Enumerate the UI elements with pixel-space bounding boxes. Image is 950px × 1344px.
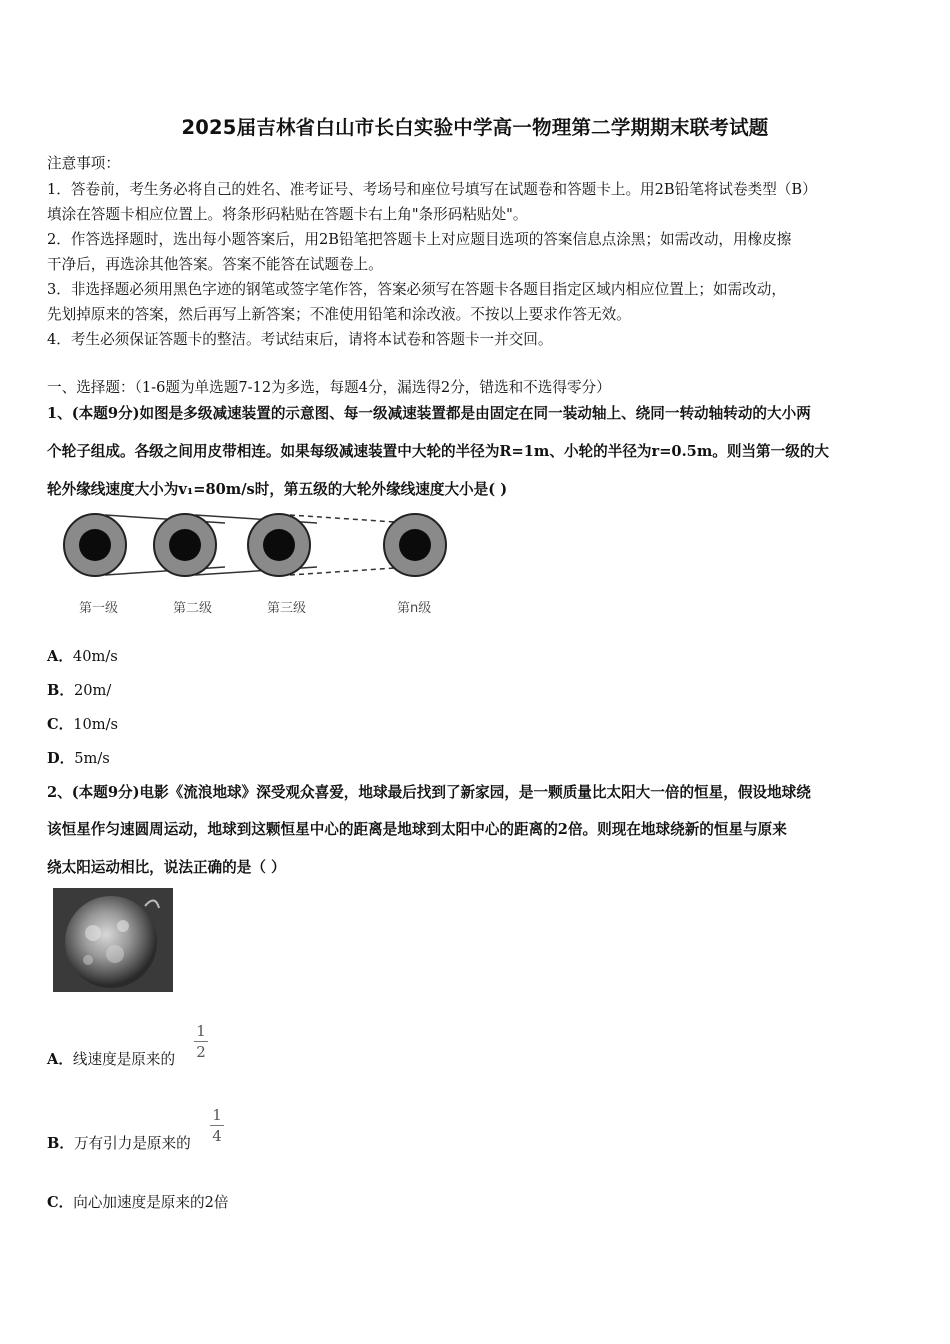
figure-label: 第n级 [397, 601, 432, 616]
question-1-line: 1、(本题9分)如图是多级减速装置的示意图、每一级减速装置都是由固定在同一装动轴上、绕同一转动轴转动的大小两 [47, 405, 811, 422]
figure-label: 第二级 [173, 601, 213, 616]
figure-label: 第三级 [267, 601, 307, 616]
question-1-option-b[interactable]: B．20m/ [47, 682, 112, 699]
notice-line: 干净后，再选涂其他答案。答案不能答在试题卷上。 [47, 256, 383, 273]
star-photo [53, 888, 173, 992]
question-1-line: 个轮子组成。各级之间用皮带相连。如果每级减速装置中大轮的半径为R=1m、小轮的半径为r=0.5m。则当第一级的大 [47, 443, 830, 460]
question-2-option-a[interactable]: A．线速度是原来的 [47, 1051, 176, 1068]
wheel-stage-1 [64, 514, 126, 576]
question-2-option-b[interactable]: B．万有引力是原来的 [47, 1135, 191, 1152]
notice-line: 3．非选择题必须用黑色字迹的钢笔或签字笔作答，答案必须写在答题卡各题目指定区域内相应位置上；如需改动， [47, 281, 786, 298]
page-title: 2025届吉林省白山市长白实验中学高一物理第二学期期末联考试题 [181, 116, 769, 139]
question-1-option-a[interactable]: A．40m/s [47, 648, 118, 665]
notice-heading: 注意事项： [47, 155, 120, 172]
question-1-line: 轮外缘线速度大小为v₁=80m/s时，第五级的大轮外缘线速度大小是( ) [47, 481, 508, 498]
wheel-stage-3 [248, 514, 310, 576]
question-1-option-d[interactable]: D．5m/s [47, 750, 110, 767]
fraction-one-half: 1 2 [194, 1022, 208, 1061]
reduction-gear-figure [55, 505, 475, 630]
wheel-stage-2 [154, 514, 216, 576]
notice-line: 填涂在答题卡相应位置上。将条形码粘贴在答题卡右上角"条形码粘贴处"。 [47, 206, 528, 223]
question-2-line: 该恒星作匀速圆周运动，地球到这颗恒星中心的距离是地球到太阳中心的距离的2倍。则现在地球绕新的恒星与原来 [47, 821, 787, 838]
notice-line: 2．作答选择题时，选出每小题答案后，用2B铅笔把答题卡上对应题目选项的答案信息点涂黑；如需改动，用橡皮擦 [47, 231, 792, 248]
question-2-line: 2、(本题9分)电影《流浪地球》深受观众喜爱，地球最后找到了新家园，是一颗质量比太阳大一倍的恒星，假设地球绕 [47, 784, 811, 801]
figure-label: 第一级 [79, 601, 119, 616]
section-heading: 一、选择题：（1-6题为单选题7-12为多选，每题4分，漏选得2分，错选和不选得零分） [47, 379, 611, 396]
notice-line: 4．考生必须保证答题卡的整洁。考试结束后，请将本试卷和答题卡一并交回。 [47, 331, 553, 348]
wheel-stage-n [384, 514, 446, 576]
notice-line: 1．答卷前，考生务必将自己的姓名、准考证号、考场号和座位号填写在试题卷和答题卡上。用2B铅笔将试卷类型（B） [47, 181, 817, 198]
fraction-one-quarter: 1 4 [210, 1106, 224, 1145]
question-2-line: 绕太阳运动相比，说法正确的是（ ） [47, 859, 286, 876]
notice-line: 先划掉原来的答案，然后再写上新答案；不准使用铅笔和涂改液。不按以上要求作答无效。 [47, 306, 631, 323]
question-2-option-c[interactable]: C．向心加速度是原来的2倍 [47, 1194, 229, 1211]
question-1-option-c[interactable]: C．10m/s [47, 716, 119, 733]
